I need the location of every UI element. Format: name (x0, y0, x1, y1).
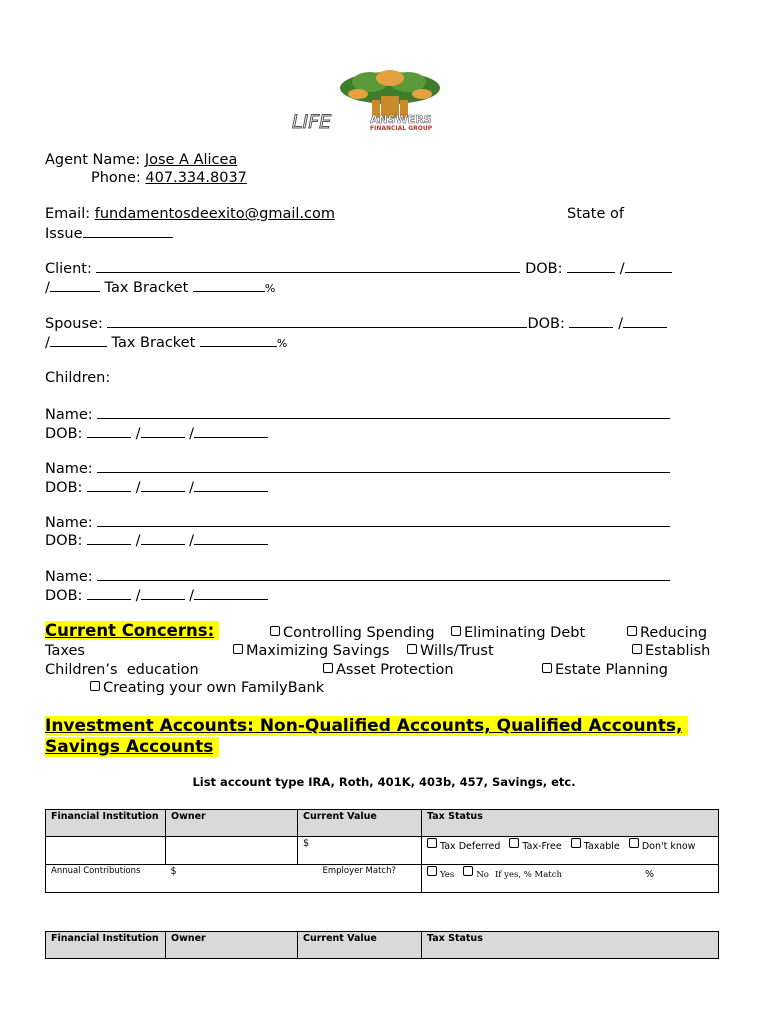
option-label: Don't know (641, 841, 696, 852)
option-label: Yes (440, 870, 455, 880)
child-3-name-row (45, 513, 670, 532)
header-owner: Owner (166, 810, 298, 837)
concern-label: Asset Protection (336, 662, 454, 678)
investment-subtitle: List account type IRA, Roth, 401K, 403b, 457, Savings, etc. (192, 775, 576, 789)
spouse-label: Spouse: (45, 316, 108, 332)
concern-label: Reducing (640, 625, 708, 641)
logo-word-life: LIFE (292, 111, 332, 133)
tax-deferred-option[interactable] (427, 841, 500, 852)
child-dob-label: DOB: (45, 480, 88, 496)
concerns-title-text: Current Concerns: (45, 621, 215, 640)
concern-controlling-spending[interactable] (270, 624, 435, 642)
client-dob-month-field[interactable] (567, 259, 615, 273)
header-tax-status: Tax Status (422, 810, 719, 837)
concern-family-bank[interactable] (90, 679, 324, 697)
investment-title-line-1 (45, 716, 688, 736)
option-label: Taxable (583, 841, 620, 852)
dollar-sign: $ (170, 866, 177, 877)
investment-title-text-2: Savings Accounts (45, 737, 214, 757)
checkbox-icon[interactable] (509, 838, 519, 848)
table-row (46, 865, 719, 893)
header-current-value: Current Value (298, 810, 422, 837)
child-name-label: Name: (45, 515, 98, 531)
table-header-row (46, 932, 719, 959)
child-4-dob-month-field[interactable] (87, 586, 131, 600)
investment-title-line-2 (45, 737, 219, 757)
annual-contributions-label: Annual Contributions (46, 865, 166, 893)
option-label: No (476, 870, 489, 880)
spouse-dob-label: DOB: (527, 316, 570, 332)
child-4-name-field[interactable] (97, 567, 670, 581)
client-row: Client: DOB: / (45, 259, 672, 278)
spouse-dob-day-field[interactable] (623, 314, 667, 328)
spouse-dob-month-field[interactable] (569, 314, 613, 328)
agent-phone-value: 407.334.8037 (145, 170, 247, 186)
spouse-row: Spouse: DOB: / (45, 314, 667, 333)
child-3-dob-day-field[interactable] (141, 531, 185, 545)
children-label: Children: (45, 370, 111, 386)
checkbox-icon[interactable] (627, 626, 637, 636)
state-of-label: State of (567, 206, 624, 222)
child-3-name-field[interactable] (97, 513, 670, 527)
concern-label: Maximizing Savings (246, 643, 390, 659)
dollar-sign: $ (303, 838, 310, 849)
client-dob-day-field[interactable] (625, 259, 672, 273)
account-table-2 (45, 931, 719, 959)
checkbox-icon[interactable] (407, 644, 417, 654)
child-1-name-row (45, 405, 670, 424)
email-row (45, 205, 335, 223)
checkbox-icon[interactable] (323, 663, 333, 673)
employer-match-cell (422, 865, 719, 893)
concern-taxes-label: Taxes (45, 643, 85, 659)
header-current-value: Current Value (298, 932, 422, 959)
child-name-label: Name: (45, 461, 98, 477)
concern-label: Wills/Trust (420, 643, 494, 659)
agent-phone-label: Phone: (91, 170, 146, 186)
checkbox-icon[interactable] (427, 838, 437, 848)
value-cell[interactable] (298, 837, 422, 865)
percent-sign: % (644, 869, 655, 880)
investment-title-text-1: Investment Accounts: Non-Qualified Accounts, Qualified Accounts, (45, 716, 683, 736)
checkbox-icon[interactable] (233, 644, 243, 654)
client-name-field[interactable] (96, 259, 520, 273)
child-1-name-field[interactable] (97, 405, 670, 419)
spouse-tax-label: Tax Bracket (111, 335, 200, 351)
agent-name-row (45, 151, 237, 169)
child-name-label: Name: (45, 569, 98, 585)
checkbox-icon[interactable] (270, 626, 280, 636)
match-label: If yes, % Match (494, 870, 562, 880)
owner-cell[interactable] (166, 837, 298, 865)
logo-word-answers: ANSWERS (370, 113, 432, 126)
concern-label: Controlling Spending (283, 625, 435, 641)
child-2-dob-day-field[interactable] (141, 478, 185, 492)
client-tax-percent: % (264, 282, 276, 295)
client-dob-label: DOB: (525, 261, 568, 277)
issue-field[interactable] (83, 224, 173, 238)
spouse-dob-year-field[interactable] (50, 333, 107, 347)
child-1-dob-year-field[interactable] (194, 424, 268, 438)
taxable-option[interactable] (571, 841, 620, 852)
concern-label: Establish (645, 643, 711, 659)
header-owner: Owner (166, 932, 298, 959)
child-4-dob-row: DOB: / / (45, 586, 268, 605)
child-3-dob-row: DOB: / / (45, 531, 268, 550)
child-1-dob-day-field[interactable] (141, 424, 185, 438)
header-financial-institution: Financial Institution (46, 932, 166, 959)
child-2-name-field[interactable] (97, 459, 670, 473)
agent-name-label: Agent Name: (45, 152, 145, 168)
child-1-dob-month-field[interactable] (87, 424, 131, 438)
checkbox-icon[interactable] (632, 644, 642, 654)
tax-status-cell (422, 837, 719, 865)
concern-label: Creating your own FamilyBank (103, 680, 325, 696)
agent-phone-row (91, 169, 247, 187)
client-tax-label: Tax Bracket (104, 280, 193, 296)
checkbox-icon[interactable] (463, 866, 473, 876)
child-dob-label: DOB: (45, 533, 88, 549)
concern-establish[interactable] (632, 642, 710, 660)
email-label: Email: (45, 206, 95, 222)
option-label: Tax-Free (522, 841, 562, 852)
checkbox-icon[interactable] (90, 681, 100, 691)
concern-wills-trust[interactable] (407, 642, 494, 660)
checkbox-icon[interactable] (542, 663, 552, 673)
client-tax-field[interactable] (193, 278, 265, 292)
header-tax-status: Tax Status (422, 932, 719, 959)
no-option[interactable] (463, 869, 489, 880)
concern-childrens-education-label: Children’s education (45, 662, 199, 678)
child-1-dob-row: DOB: / / (45, 424, 268, 443)
concern-maximizing-savings[interactable] (233, 642, 389, 660)
child-4-dob-day-field[interactable] (141, 586, 185, 600)
child-dob-label: DOB: (45, 588, 88, 604)
logo-tagline: FINANCIAL GROUP (370, 125, 433, 132)
yes-option[interactable] (427, 869, 454, 880)
concern-estate-planning[interactable] (542, 661, 668, 679)
issue-label: Issue (45, 226, 83, 242)
child-3-dob-month-field[interactable] (87, 531, 131, 545)
child-3-dob-year-field[interactable] (194, 531, 268, 545)
account-table-1 (45, 809, 719, 893)
spouse-tax-percent: % (276, 337, 288, 350)
checkbox-icon[interactable] (427, 866, 437, 876)
tree-icon (340, 70, 440, 118)
concern-eliminating-debt[interactable] (451, 624, 585, 642)
email-value: fundamentosdeexito@gmail.com (94, 206, 335, 222)
table-row (46, 837, 719, 865)
header-financial-institution: Financial Institution (46, 810, 166, 837)
agent-name-value: Jose A Alicea (144, 152, 238, 168)
child-name-label: Name: (45, 407, 98, 423)
issue-row (45, 224, 173, 243)
concern-reducing[interactable] (627, 624, 707, 642)
life-answers-logo (290, 68, 490, 134)
institution-cell[interactable] (46, 837, 166, 865)
child-dob-label: DOB: (45, 426, 88, 442)
concerns-title (45, 622, 219, 640)
child-2-dob-year-field[interactable] (194, 478, 268, 492)
table-header-row (46, 810, 719, 837)
concern-label: Eliminating Debt (464, 625, 586, 641)
checkbox-icon[interactable] (629, 838, 639, 848)
spouse-name-field[interactable] (107, 314, 527, 328)
concern-asset-protection[interactable] (323, 661, 454, 679)
spouse-row-2: / Tax Bracket % (45, 335, 288, 351)
option-label: Tax Deferred (440, 841, 501, 852)
annual-contributions-cell[interactable] (166, 865, 298, 893)
tax-free-option[interactable] (509, 841, 561, 852)
client-dob-year-field[interactable] (50, 278, 100, 292)
child-2-dob-row: DOB: / / (45, 478, 268, 497)
checkbox-icon[interactable] (451, 626, 461, 636)
employer-match-label (298, 865, 422, 893)
child-4-dob-year-field[interactable] (194, 586, 268, 600)
employer-match-text: Employer Match? (322, 866, 396, 876)
client-row-2: / Tax Bracket % (45, 280, 276, 296)
dont-know-option[interactable] (629, 841, 696, 852)
child-4-name-row (45, 567, 670, 586)
child-2-name-row (45, 459, 670, 478)
spouse-tax-field[interactable] (200, 333, 277, 347)
checkbox-icon[interactable] (571, 838, 581, 848)
client-label: Client: (45, 261, 97, 277)
child-2-dob-month-field[interactable] (87, 478, 131, 492)
concern-label: Estate Planning (555, 662, 668, 678)
